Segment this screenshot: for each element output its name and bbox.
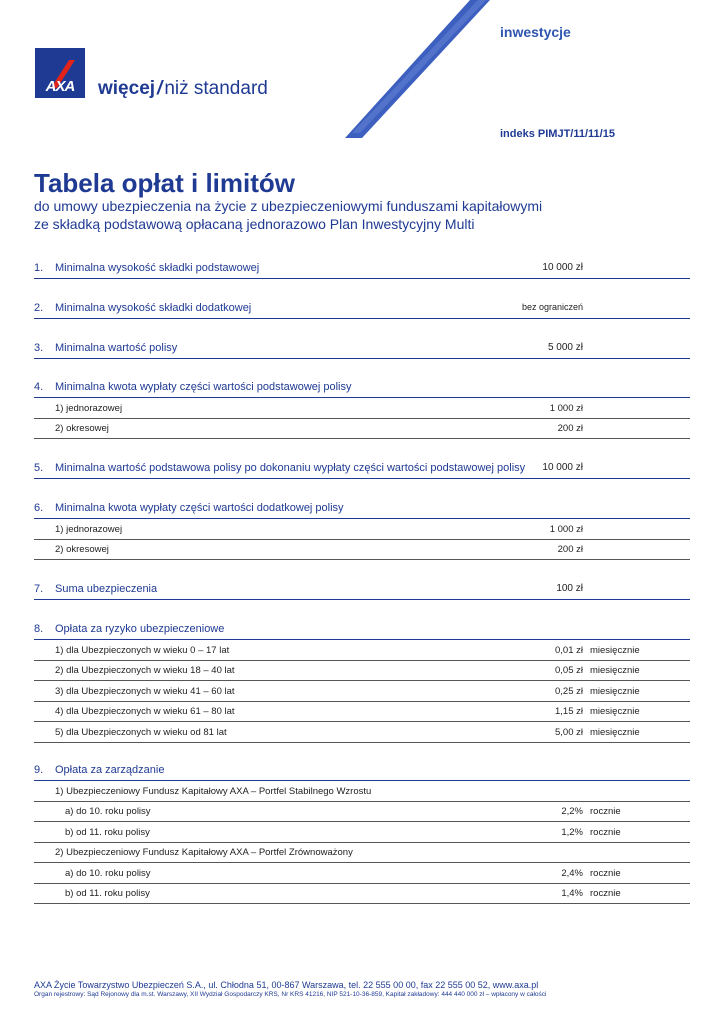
table-row — [34, 539, 690, 560]
row-label: 1) Ubezpieczeniowy Fundusz Kapitałowy AXA – Portfel Stabilnego Wzrostu — [55, 785, 372, 797]
decorative-stripe — [0, 0, 725, 150]
section-number: 8. — [34, 623, 44, 635]
section-label: Minimalna wysokość składki dodatkowej — [55, 302, 252, 314]
row-label: 2) okresowej — [55, 544, 109, 555]
section-heading — [34, 377, 690, 398]
row-label: 4) dla Ubezpieczonych w wieku 61 – 80 lat — [55, 706, 235, 717]
section-number: 3. — [34, 342, 44, 354]
footer-address: AXA Życie Towarzystwo Ubezpieczeń S.A., ul. Chłodna 51, 00-867 Warszawa, tel. 22 555 00 00, fax 22 555 00 52, www.axa.pl — [34, 980, 539, 990]
row-unit: miesięcznie — [590, 726, 640, 738]
row-value: 1,4% — [561, 888, 583, 899]
section-heading — [34, 579, 690, 600]
section-heading — [34, 258, 690, 279]
row-value: 1,15 zł — [555, 706, 583, 717]
section-value: 10 000 zł — [542, 262, 583, 273]
row-value: 0,01 zł — [555, 644, 583, 656]
section-heading — [34, 298, 690, 319]
document-category: inwestycje — [500, 24, 571, 40]
row-label: 2) dla Ubezpieczonych w wieku 18 – 40 lat — [55, 665, 235, 676]
row-label: b) od 11. roku polisy — [65, 826, 150, 838]
section-heading — [34, 498, 690, 519]
table-row — [34, 681, 690, 702]
row-unit: miesięcznie — [590, 644, 640, 656]
section-label: Opłata za zarządzanie — [55, 764, 165, 776]
tagline-rest: niż standard — [164, 78, 268, 99]
tagline-slash: / — [157, 78, 163, 99]
row-value: 200 zł — [557, 544, 583, 555]
section-number: 6. — [34, 502, 44, 514]
axa-logo — [35, 48, 85, 98]
row-unit: miesięcznie — [590, 706, 640, 717]
document-index: indeks PIMJT/11/11/15 — [500, 128, 615, 140]
row-value: 5,00 zł — [555, 726, 583, 738]
section-label: Minimalna wysokość składki podstawowej — [55, 262, 260, 274]
section-heading — [34, 338, 690, 359]
row-label: 1) dla Ubezpieczonych w wieku 0 – 17 lat — [55, 644, 230, 656]
section-label: Minimalna kwota wypłaty części wartości dodatkowej polisy — [55, 502, 344, 514]
row-label: 1) jednorazowej — [55, 523, 123, 535]
section-value: 5 000 zł — [547, 342, 583, 353]
row-value: 0,05 zł — [555, 665, 583, 676]
row-label: 3) dla Ubezpieczonych w wieku 41 – 60 lat — [55, 685, 235, 697]
section-number: 4. — [34, 381, 44, 393]
table-row — [34, 519, 690, 540]
subtitle-line-1: do umowy ubezpieczenia na życie z ubezpieczeniowymi funduszami kapitałowymi — [34, 198, 543, 214]
footer-registry: Organ rejestrowy: Sąd Rejonowy dla m.st. Warszawy, XII Wydział Gospodarczy KRS, Nr KRS 41216, NIP 521-10-36-859, Kapitał zakładowy: 444 440 000 zł – wpłacony w całości — [34, 991, 547, 998]
row-value: 200 zł — [557, 423, 583, 434]
section-number: 2. — [34, 302, 44, 314]
section-label: Minimalna kwota wypłaty części wartości podstawowej polisy — [55, 381, 352, 393]
section-label: Suma ubezpieczenia — [55, 583, 158, 595]
row-label: 1) jednorazowej — [55, 402, 123, 414]
table-row — [34, 863, 690, 884]
table-row — [34, 883, 690, 904]
row-unit: rocznie — [590, 888, 621, 899]
row-label: a) do 10. roku polisy — [65, 806, 151, 817]
table-row — [34, 398, 690, 419]
row-unit: rocznie — [590, 826, 621, 838]
row-label: a) do 10. roku polisy — [65, 867, 151, 879]
table-row — [34, 781, 690, 802]
section-value: bez ograniczeń — [521, 302, 583, 312]
section-heading — [34, 619, 690, 640]
section-heading — [34, 458, 690, 479]
section-value: 100 zł — [556, 583, 583, 594]
row-label: 2) okresowej — [55, 423, 109, 434]
tagline-bold: więcej — [98, 78, 156, 99]
table-row — [34, 701, 690, 722]
page-title: Tabela opłat i limitów — [34, 168, 295, 198]
row-unit: miesięcznie — [590, 665, 640, 676]
table-row — [34, 842, 690, 863]
section-heading — [34, 760, 690, 781]
table-row — [34, 722, 690, 743]
row-value: 1 000 zł — [549, 523, 583, 535]
section-label: Minimalna wartość podstawowa polisy po dokonaniu wypłaty części wartości podstawowej polisy — [55, 462, 526, 474]
section-number: 9. — [34, 764, 44, 776]
row-unit: miesięcznie — [590, 685, 640, 697]
row-value: 2,2% — [561, 806, 583, 817]
section-label: Minimalna wartość polisy — [55, 342, 178, 354]
row-unit: rocznie — [590, 867, 621, 879]
section-number: 1. — [34, 262, 44, 274]
table-row — [34, 660, 690, 681]
table-row — [34, 822, 690, 843]
row-label: 2) Ubezpieczeniowy Fundusz Kapitałowy AXA – Portfel Zrównoważony — [55, 847, 353, 858]
subtitle-line-2: ze składką podstawową opłacaną jednorazowo Plan Inwestycyjny Multi — [34, 216, 475, 232]
row-value: 2,4% — [561, 867, 583, 879]
row-value: 0,25 zł — [555, 685, 583, 697]
row-value: 1,2% — [561, 826, 583, 838]
section-label: Opłata za ryzyko ubezpieczeniowe — [55, 623, 225, 635]
row-unit: rocznie — [590, 806, 621, 817]
logo-text: AXA — [45, 78, 75, 95]
brand-tagline — [98, 78, 268, 100]
row-label: 5) dla Ubezpieczonych w wieku od 81 lat — [55, 726, 227, 738]
section-number: 7. — [34, 583, 44, 595]
table-row — [34, 418, 690, 439]
table-row — [34, 801, 690, 822]
table-row — [34, 640, 690, 661]
section-number: 5. — [34, 462, 44, 474]
row-value: 1 000 zł — [549, 402, 583, 414]
row-label: b) od 11. roku polisy — [65, 888, 150, 899]
section-value: 10 000 zł — [542, 462, 583, 473]
